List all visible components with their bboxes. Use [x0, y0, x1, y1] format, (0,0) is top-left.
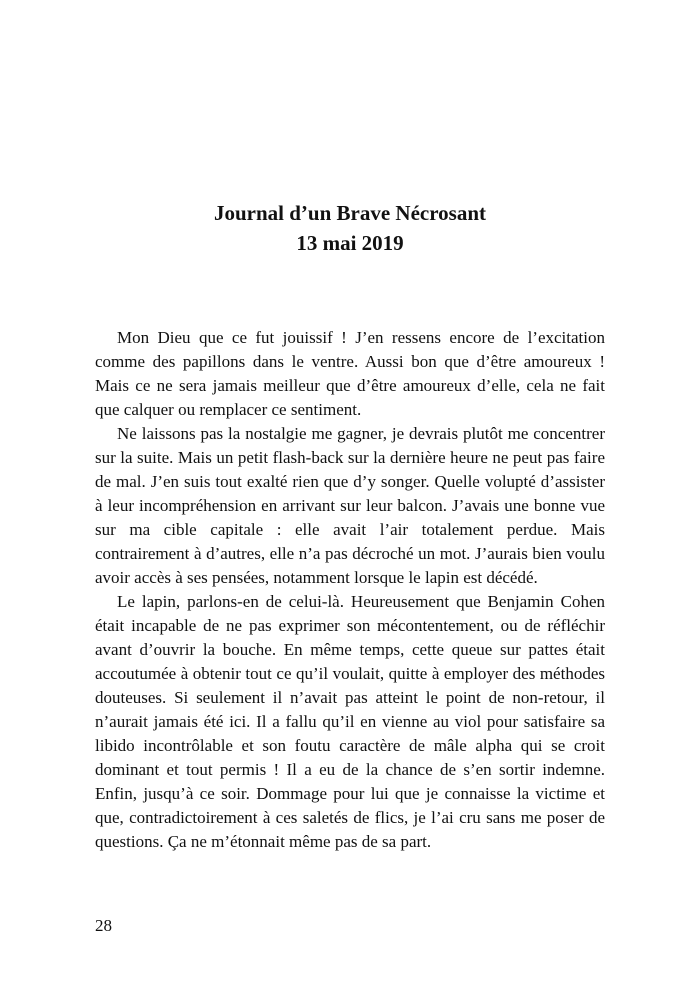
paragraph: Mon Dieu que ce fut jouissif ! J’en ressens encore de l’excitation comme des papillons dans le ventre. Aussi bon que d’être amoureux ! Mais ce ne sera jamais meilleur que d’être amoureux d’elle, cela ne fait que calquer ou remplacer ce sentiment. [95, 328, 605, 419]
paragraph: Le lapin, parlons-en de celui-là. Heureusement que Benjamin Cohen était incapable de ne pas exprimer son mécontentement, ou de réfléchir avant d’ouvrir la bouche. En même temps, cette queue sur pattes était accoutumée à obtenir tout ce qu’il voulait, quitte à employer des méthodes douteuses. Si seulement il n’avait pas atteint le point de non-retour, il n’aurait jamais été ici. Il a fallu qu’il en vienne au viol pour satisfaire sa libido incontrôlable et son foutu caractère de mâle alpha qui se croit dominant et tout permis ! Il a eu de la chance de s’en sortir indemne. Enfin, jusqu’à ce soir. Dommage pour lui que je connaisse la victime et que, contradictoirement à ces saletés de flics, je l’ai cru sans me poser de questions. Ça ne m’étonnait même pas de sa part. [95, 592, 605, 851]
chapter-title: Journal d’un Brave Nécrosant [213, 201, 487, 225]
page-number: 28 [95, 916, 112, 935]
chapter-heading [0, 198, 700, 258]
chapter-date: 13 mai 2019 [296, 231, 404, 255]
body-text [95, 326, 605, 854]
paragraph: Ne laissons pas la nostalgie me gagner, je devrais plutôt me concentrer sur la suite. Mais un petit flash-back sur la dernière heure ne peut pas faire de mal. J’en suis tout exalté rien que d’y songer. Quelle volupté d’assister à leur incompréhension en arrivant sur leur balcon. J’avais une bonne vue sur ma cible capitale : elle avait l’air totalement perdue. Mais contrairement à d’autres, elle n’a pas décroché un mot. J’aurais bien voulu avoir accès à ses pensées, notamment lorsque le lapin est décédé. [95, 424, 605, 587]
